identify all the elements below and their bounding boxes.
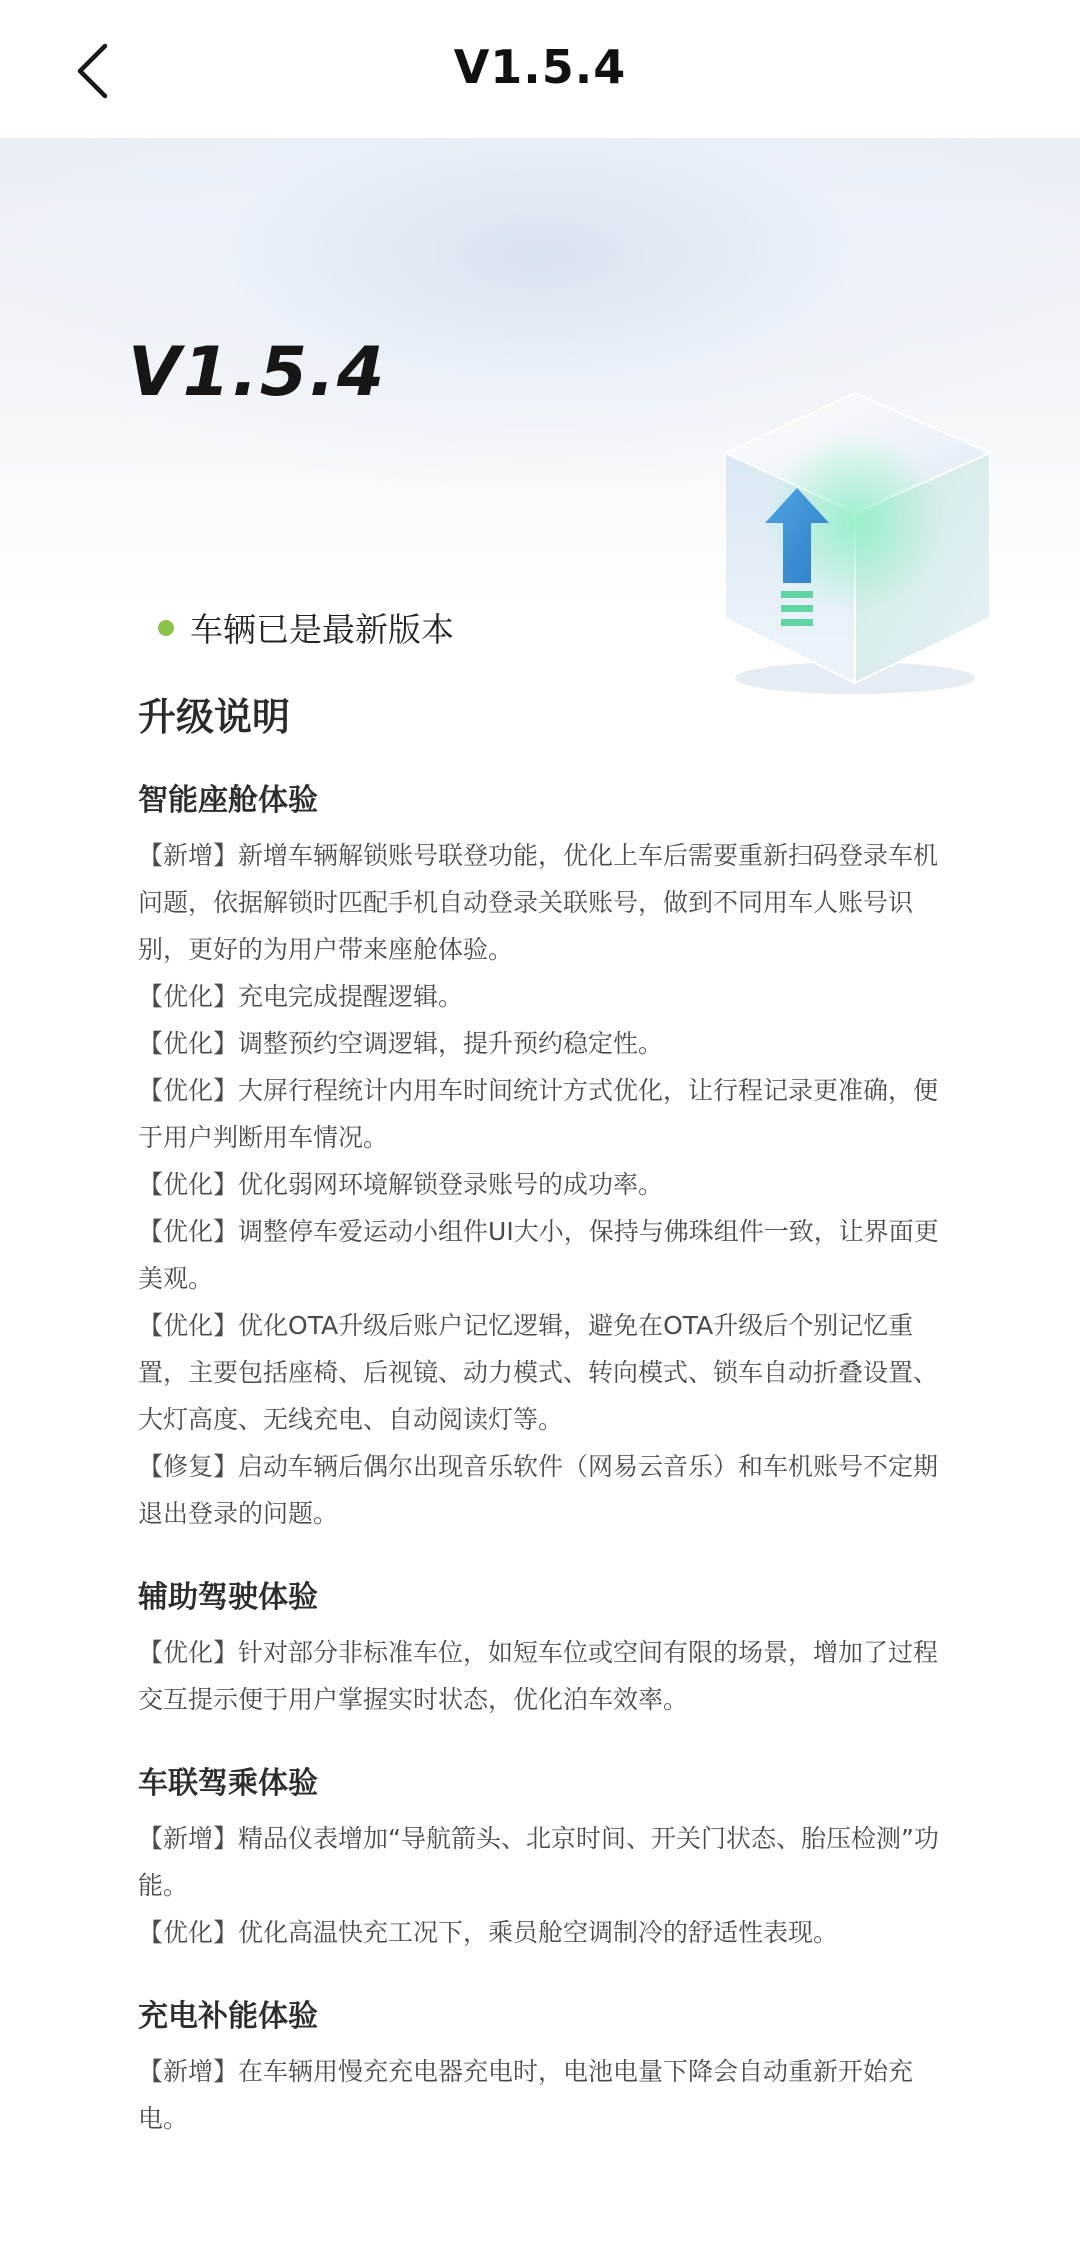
notes-group-cockpit — [138, 780, 958, 1537]
note-entry: 【优化】优化高温快充工况下，乘员舱空调制冷的舒适性表现。 — [138, 1918, 839, 1947]
hero-banner — [0, 138, 1080, 649]
note-entry: 【优化】大屏行程统计内用车时间统计方式优化，让行程记录更准确，便于用户判断用车情况。 — [138, 1076, 939, 1152]
notes-group-assisted-driving — [138, 1577, 958, 1723]
hero-version: V1.5.4 — [128, 333, 387, 412]
group-heading: 辅助驾驶体验 — [138, 1580, 318, 1615]
notes-group-charging — [138, 1996, 958, 2142]
release-notes — [138, 690, 958, 2182]
notes-title: 升级说明 — [138, 695, 291, 739]
status-row — [158, 604, 454, 651]
group-heading: 智能座舱体验 — [138, 783, 318, 818]
note-entry: 【优化】优化弱网环境解锁登录账号的成功率。 — [138, 1170, 664, 1199]
note-entry: 【优化】针对部分非标准车位，如短车位或空间有限的场景，增加了过程交互提示便于用户掌握实时状态，优化泊车效率。 — [138, 1638, 939, 1714]
group-heading: 车联驾乘体验 — [138, 1766, 318, 1801]
note-entry: 【新增】精品仪表增加“导航箭头、北京时间、开关门状态、胎压检测”功能。 — [138, 1824, 939, 1900]
page-title: V1.5.4 — [453, 40, 627, 94]
nav-bar — [0, 0, 1080, 138]
status-dot — [158, 620, 174, 636]
status-text: 车辆已是最新版本 — [190, 610, 454, 649]
note-entry: 【优化】调整预约空调逻辑，提升预约稳定性。 — [138, 1029, 664, 1058]
note-entry: 【优化】优化OTA升级后账户记忆逻辑，避免在OTA升级后个别记忆重置，主要包括座椅、后视镜、动力模式、转向模式、锁车自动折叠设置、大灯高度、无线充电、自动阅读灯等。 — [138, 1311, 939, 1434]
group-heading: 充电补能体验 — [138, 1999, 318, 2034]
notes-group-connected — [138, 1763, 958, 1956]
note-entry: 【优化】充电完成提醒逻辑。 — [138, 982, 464, 1011]
note-entry: 【新增】新增车辆解锁账号联登功能，优化上车后需要重新扫码登录车机问题，依据解锁时匹配手机自动登录关联账号，做到不同用车人账号识别，更好的为用户带来座舱体验。 — [138, 841, 939, 964]
upgrade-cube-icon — [705, 373, 1005, 703]
note-entry: 【新增】在车辆用慢充充电器充电时，电池电量下降会自动重新开始充电。 — [138, 2057, 914, 2133]
note-entry: 【修复】启动车辆后偶尔出现音乐软件（网易云音乐）和车机账号不定期退出登录的问题。 — [138, 1452, 939, 1528]
note-entry: 【优化】调整停车爱运动小组件UI大小，保持与佛珠组件一致，让界面更美观。 — [138, 1217, 939, 1293]
